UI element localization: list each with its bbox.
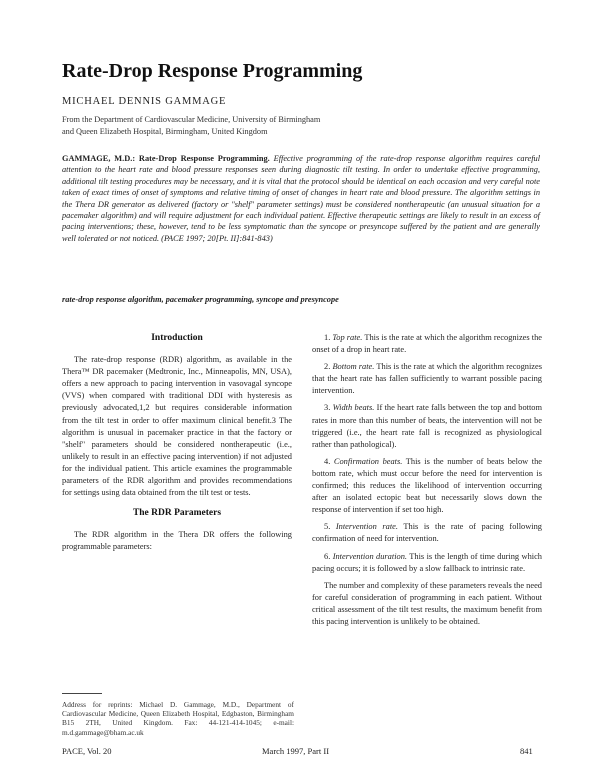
affiliation-line-2: and Queen Elizabeth Hospital, Birmingham, United Kingdom (62, 127, 268, 136)
item-term: Bottom rate. (332, 362, 375, 372)
introduction-paragraph: The rate-drop response (RDR) algorithm, as available in the Thera™ DR pacemaker (Medtronic, Inc., Minneapolis, MN, USA), offers a new approach to pacing intervention in vasovagal syncope (VVS) when compared with traditional DDI with hysteresis as previously advocated,1,2 but requires considerable information from the tilt test in order to offer maximum clinical benefit.3 The algorithm is unusual in pacemaker practice in that the factory or "shelf" parameters should be considered nontherapeutic (i.e., unlikely to result in an effective pacing intervention) if not adjusted for the individual patient. This article examines the programmable parameters of the RDR algorithm and provides recommendations for settings using data obtained from the tilt test or tests. (62, 355, 292, 498)
footnote-divider (62, 693, 102, 694)
parameter-item (312, 361, 542, 397)
introduction-heading: Introduction (151, 333, 203, 343)
item-number: 2. (324, 362, 331, 372)
parameter-item (312, 402, 542, 450)
item-term: Intervention duration. (332, 551, 407, 561)
footer-journal: PACE, Vol. 20 (62, 746, 112, 756)
abstract (62, 153, 540, 244)
parameter-item (312, 332, 542, 356)
item-text: This is the rate of pacing following confirmation of need for intervention. (312, 522, 542, 544)
item-term: Confirmation beats. (333, 456, 403, 466)
item-text: This is the rate at which the algorithm recognizes that the heart rate has fallen sufficiently to warrant possible pacing intervention. (312, 362, 542, 396)
keywords: rate-drop response algorithm, pacemaker programming, syncope and presyncope (62, 295, 339, 304)
abstract-body: Effective programming of the rate-drop response algorithm requires careful attention to the heart rate and blood pressure responses seen during diagnostic tilt testing. In order to undertake effective programming, additional tilt testing procedures may be necessary, and it is vital that the protocol should be identical on each occasion and very careful note taken of exact times of onset of symptoms and relative timing of onset of changes in heart rate and blood pressure. The algorithm settings in the Thera DR generator as delivered (factory or "shelf" parameter settings) must be considered nontherapeutic (an unusual situation for a pacemaker algorithm) and will require adjustment for each individual patient. Effective therapeutic settings are likely to result in an excess of pacing interventions; these, however, tend to be less symptomatic than the syncope or presyncope suffered by the patient and are generally well tolerated or not noticed. (PACE 1997; 20[Pt. II]:841-843) (62, 154, 541, 243)
parameter-item (312, 456, 542, 516)
item-number: 3. (324, 403, 331, 413)
item-text: This is the number of beats below the bottom rate, which must occur before the need for intervention is confirmed; this reduces the likelihood of intervention occurring after an isolated ectopic beat but necessarily slows down the response of intervention if set too high. (312, 456, 542, 515)
parameter-list (312, 332, 542, 575)
closing-paragraph: The number and complexity of these parameters reveals the need for careful consideration of programming in each patient. Without critical assessment of the tilt test results, the maximum benefit from this pacing intervention is unlikely to be obtained. (312, 580, 542, 626)
reprint-footnote: Address for reprints: Michael D. Gammage, M.D., Department of Cardiovascular Medicine, Queen Elizabeth Hospital, Edgbaston, Birmingham B15 2TH, United Kingdom. Fax: 44-121-414-1045; e-mail: m.d.gammage@bham.ac.uk (62, 700, 294, 737)
affiliation (62, 114, 542, 138)
item-number: 4. (324, 456, 331, 466)
item-text: If the heart rate falls between the top and bottom rates in more than this number of beats, the intervention will not be triggered (i.e., the heart rate fall is recognized as physiological rather than pathological). (312, 403, 542, 449)
parameter-item (312, 521, 542, 545)
abstract-lead: GAMMAGE, M.D.: Rate-Drop Response Programming. (62, 154, 270, 163)
footer-issue: March 1997, Part II (262, 746, 330, 756)
author-name: MICHAEL DENNIS GAMMAGE (62, 96, 227, 107)
item-number: 6. (324, 551, 331, 561)
item-term: Top rate. (332, 333, 363, 342)
item-text: This is the rate at which the algorithm recognizes the onset of a drop in heart rate. (312, 333, 542, 355)
rdr-parameters-paragraph: The RDR algorithm in the Thera DR offers the following programmable parameters: (62, 530, 292, 552)
item-term: Intervention rate. (335, 522, 398, 532)
item-text: This is the length of time during which pacing occurs; it is followed by a slow fallback to intrinsic rate. (312, 551, 542, 573)
item-number: 1. (324, 333, 331, 342)
right-column (312, 332, 542, 628)
item-term: Width beats. (332, 403, 375, 413)
affiliation-line-1: From the Department of Cardiovascular Medicine, University of Birmingham (62, 115, 321, 124)
rdr-parameters-heading: The RDR Parameters (132, 508, 222, 519)
parameter-item (312, 551, 542, 575)
left-column (62, 332, 292, 554)
footer-page-number: 841 (520, 746, 533, 756)
item-number: 5. (324, 522, 331, 532)
article-title: Rate-Drop Response Programming (62, 60, 363, 82)
